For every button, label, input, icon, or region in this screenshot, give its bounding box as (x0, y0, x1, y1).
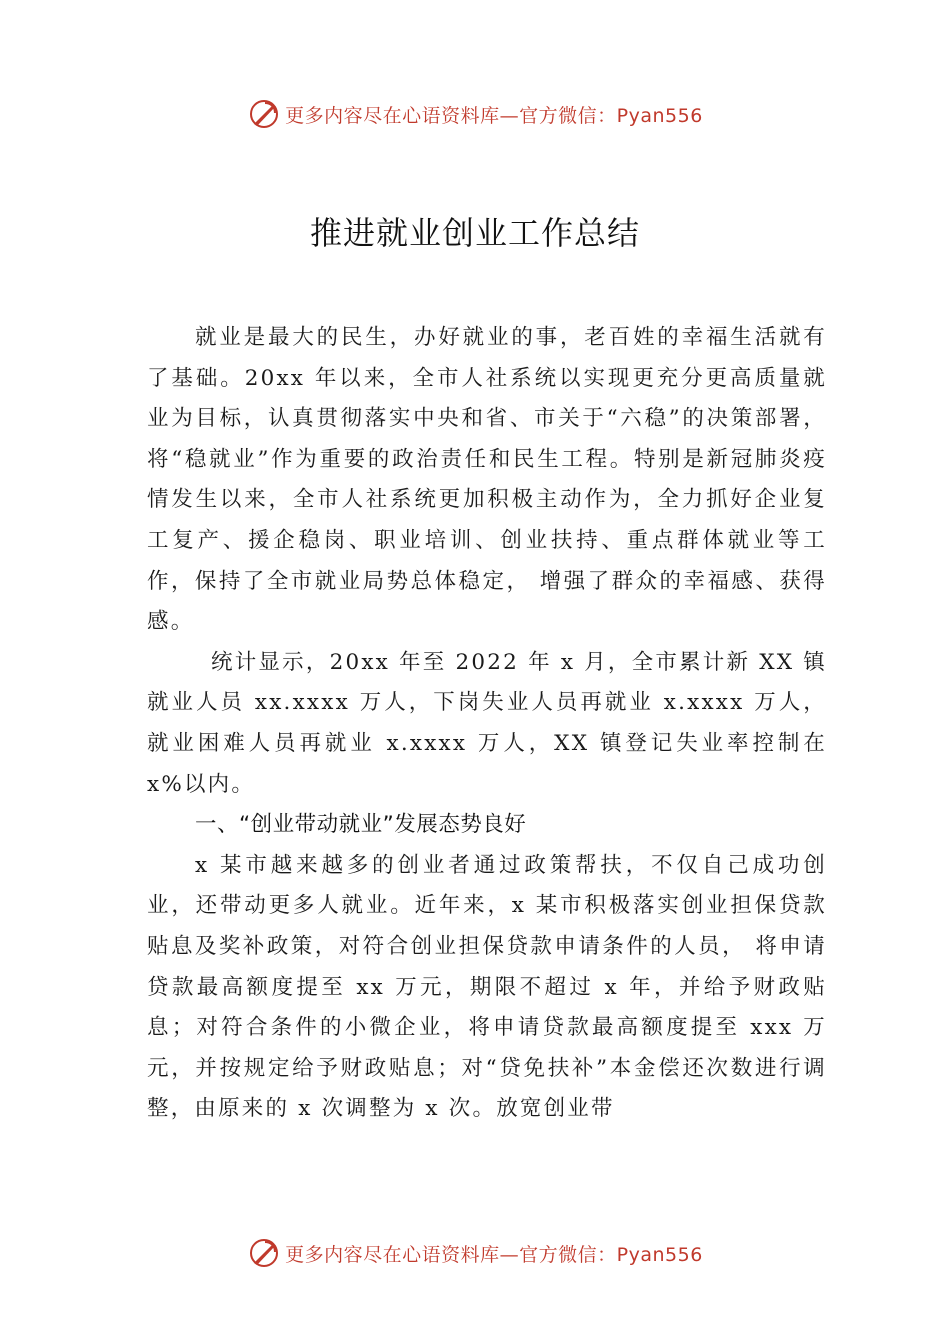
banner-text: 更多内容尽在心语资料库—官方微信：Pyan556 (285, 104, 703, 127)
wechat-id: Pyan556 (616, 104, 703, 127)
wechat-id: Pyan556 (616, 1243, 703, 1266)
document-body (147, 318, 827, 1130)
document-title: 推进就业创业工作总结 (309, 214, 640, 252)
quill-pen-logo-icon (247, 1236, 281, 1270)
paragraph-entrepreneurship: x 某市越来越多的创业者通过政策帮扶，不仅自己成功创业，还带动更多人就业。近年来，x 某市积极落实创业担保贷款贴息及奖补政策，对符合创业担保贷款申请条件的人员， 将申请贷款最高额度提至 xx 万元，期限不超过 x 年，并给予财政贴息；对符合条件的小微企业，将申请贷款最高额度提至 xxx 万元，并按规定给予财政贴息；对“贷免扶补”本金偿还次数进行调整，由原来的 x 次调整为 x 次。放宽创业带 (147, 852, 827, 1122)
paragraph-statistics: 统计显示，20xx 年至 2022 年 x 月，全市累计新 XX 镇就业人员 xx.xxxx 万人，下岗失业人员再就业 x.xxxx 万人， 就业困难人员再就业 x.xxxx 万人，XX 镇登记失业率控制在 x%以内。 (147, 649, 827, 797)
quill-pen-logo-icon (247, 97, 281, 131)
footer-watermark-banner (0, 1233, 950, 1273)
banner-text: 更多内容尽在心语资料库—官方微信：Pyan556 (285, 1243, 703, 1266)
paragraph-intro: 就业是最大的民生，办好就业的事，老百姓的幸福生活就有了基础。20xx 年以来，全市人社系统以实现更充分更高质量就业为目标，认真贯彻落实中央和省、市关于“六稳”的决策部署，将“稳就业”作为重要的政治责任和民生工程。特别是新冠肺炎疫情发生以来，全市人社系统更加积极主动作为，全力抓好企业复工复产、援企稳岗、职业培训、创业扶持、重点群体就业等工作，保持了全市就业局势总体稳定， 增强了群众的幸福感、获得感。 (147, 325, 827, 635)
header-watermark-banner (0, 94, 950, 134)
section-heading-1: 一、“创业带动就业”发展态势良好 (195, 812, 527, 838)
